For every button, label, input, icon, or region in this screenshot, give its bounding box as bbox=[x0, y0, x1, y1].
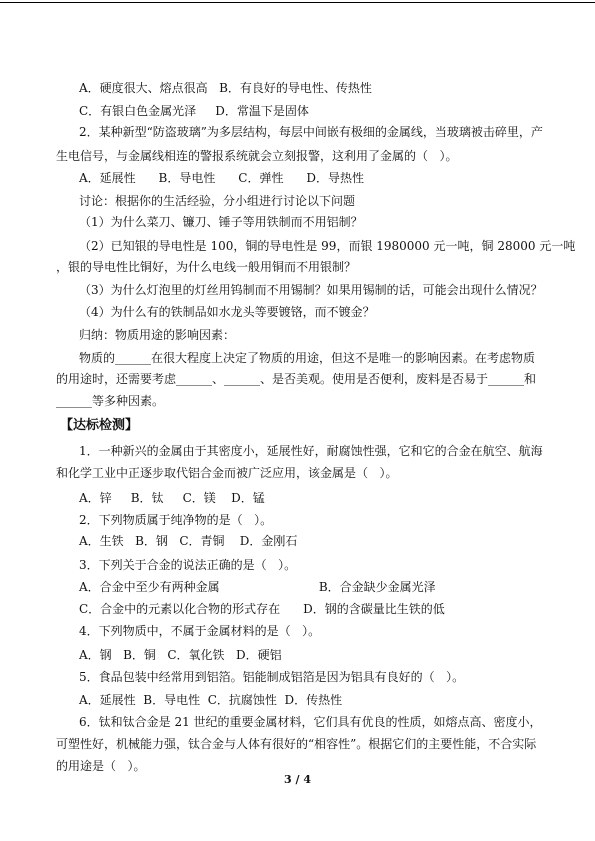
text-line: ______等多种因素。 bbox=[56, 394, 165, 408]
text-line: 2．下列物质属于纯净物的是（ ）。 bbox=[79, 513, 273, 527]
text-line: 4．下列物质中，不属于金属材料的是（ ）。 bbox=[79, 624, 321, 638]
page-top-border bbox=[0, 2, 595, 3]
text-line: 物质的______在很大程度上决定了物质的用途，但这不是唯一的影响因素。在考虑物质 bbox=[79, 351, 536, 365]
text-line: A．硬度很大、熔点很高 B．有良好的导电性、传热性 bbox=[79, 81, 372, 95]
text-line: 的用途时，还需要考虑______、______、是否美观。使用是否便利，废料是否易于______和 bbox=[56, 372, 537, 386]
text-line: 和化学工业中正逐步取代铝合金而被广泛应用，该金属是（ ）。 bbox=[56, 466, 398, 480]
text-line: （1）为什么菜刀、镰刀、锤子等用铁制而不用铝制？ bbox=[79, 215, 363, 229]
text-line: 可塑性好，机械能力强，钛合金与人体有很好的“相容性”。根据它们的主要性能，不合实际 bbox=[56, 737, 537, 751]
text-line: 2．某种新型“防盗玻璃”为多层结构，每层中间嵌有极细的金属线，当玻璃被击碎里，产 bbox=[79, 125, 543, 139]
text-line: ，银的导电性比铜好，为什么电线一般用铜而不用银制？ bbox=[56, 260, 357, 274]
text-line: 6．钛和钛合金是 21 世纪的重要金属材料，它们具有优良的性质，如熔点高、密度小， bbox=[79, 715, 542, 729]
section-heading: 【达标检测】 bbox=[60, 418, 139, 433]
text-line: C．合金中的元素以化合物的形式存在 D．钢的含碳量比生铁的低 bbox=[79, 602, 445, 616]
text-line: 1．一种新兴的金属由于其密度小，延展性好，耐腐蚀性强，它和它的合金在航空、航海 bbox=[79, 444, 543, 458]
text-line: A．锌 B．钛 C．镁 D．锰 bbox=[79, 491, 265, 505]
page-number: 3 / 4 bbox=[284, 773, 311, 786]
text-line: A．钢 B．铜 C．氧化铁 D．硬铝 bbox=[79, 648, 282, 662]
text-line: 5．食品包装中经常用到铝箔。铝能制成铝箔是因为铝具有良好的（ ）。 bbox=[79, 670, 465, 684]
text-line: 讨论：根据你的生活经验，分小组进行讨论以下问题 bbox=[79, 194, 356, 208]
text-line: C．有银白色金属光泽 D．常温下是固体 bbox=[79, 104, 309, 118]
text-line: A．延展性 B．导电性 C．弹性 D．导热性 bbox=[79, 171, 364, 185]
text-line: （4）为什么有的铁制品如水龙头等要镀铬，而不镀金？ bbox=[79, 305, 375, 319]
text-line: 的用途是（ ）。 bbox=[56, 759, 146, 773]
text-line: （2）已知银的导电性是 100，铜的导电性是 99，而银 1980000 元一吨，铜 28000 元一吨 bbox=[79, 239, 576, 253]
text-line: 生电信号，与金属线相连的警报系统就会立刻报警，这利用了金属的（ ）。 bbox=[56, 149, 458, 163]
text-line: 归纳：物质用途的影响因素： bbox=[79, 328, 236, 342]
text-line: A．生铁 B．钢 C．青铜 D．金刚石 bbox=[79, 534, 298, 548]
text-line: A．合金中至少有两种金属 B．合金缺少金属光泽 bbox=[79, 580, 436, 594]
text-line: 3．下列关于合金的说法正确的是（ ）。 bbox=[79, 558, 297, 572]
text-line: A．延展性 B．导电性 C．抗腐蚀性 D．传热性 bbox=[79, 693, 343, 707]
text-line: （3）为什么灯泡里的灯丝用钨制而不用锡制？如果用锡制的话，可能会出现什么情况？ bbox=[79, 283, 543, 297]
